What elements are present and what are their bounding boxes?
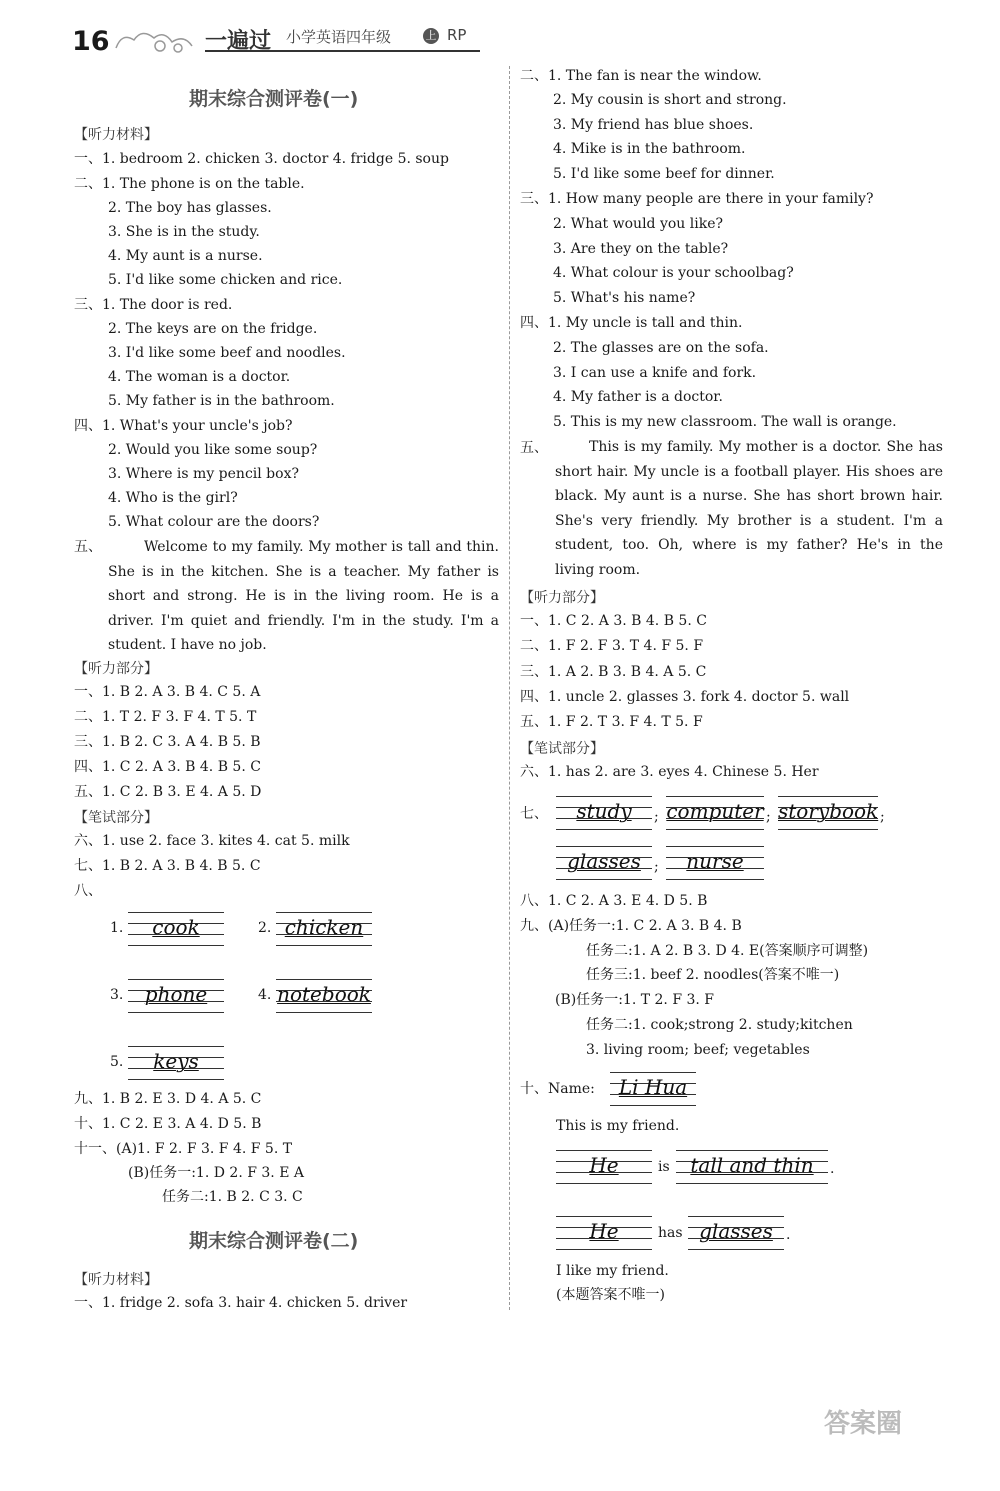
separator: ; <box>654 859 659 875</box>
test2-answer-line: 一、1. C 2. A 3. B 4. B 5. C <box>520 613 707 629</box>
item-handwriting <box>688 1216 784 1250</box>
brand-logo: 一遍过 <box>205 29 272 54</box>
test2-q3-line: 3. Are they on the table? <box>553 241 729 257</box>
test1-q4-line: 4. Who is the girl? <box>108 490 238 506</box>
test2-answer-line: 三、1. A 2. B 3. B 4. A 5. C <box>520 664 707 680</box>
test1-w8-handwriting <box>276 912 372 946</box>
test1-w8-handwriting <box>128 979 224 1013</box>
subject-handwriting <box>556 1216 652 1250</box>
test1-w8-handwriting <box>128 1046 224 1080</box>
test2-w7-handwriting <box>556 846 652 880</box>
test2-w7-label: 七、 <box>520 806 548 822</box>
test1-q5-label: 五、 <box>74 539 102 555</box>
handwritten-word: tall and thin <box>690 1153 814 1177</box>
test2-answer-line: 五、1. F 2. T 3. F 4. T 5. F <box>520 714 703 730</box>
separator: ; <box>766 809 771 825</box>
test2-w9-line: 任务三:1. beef 2. noodles(答案不唯一) <box>586 967 840 983</box>
handwritten-word: Li Hua <box>618 1075 688 1099</box>
test2-q4-line: 4. My father is a doctor. <box>553 389 723 405</box>
test1-q2-line: 二、1. The phone is on the table. <box>74 176 305 192</box>
test1-w8-num: 4. <box>258 987 272 1003</box>
handwritten-word: keys <box>153 1049 199 1073</box>
test1-q2-line: 3. She is in the study. <box>108 224 260 240</box>
period: . <box>786 1227 791 1243</box>
book-subtitle: 小学英语四年级 <box>286 28 392 46</box>
test2-q3-line: 5. What's his name? <box>553 290 696 306</box>
test1-w8-num: 3. <box>110 987 124 1003</box>
test2-q4-line: 5. This is my new classroom. The wall is orange. <box>553 414 897 430</box>
handwritten-word: He <box>589 1219 619 1243</box>
handwritten-word: glasses <box>699 1219 773 1243</box>
description-handwriting <box>676 1150 828 1184</box>
test2-w10-line: I like my friend. <box>556 1263 669 1279</box>
test1-q3-line: 三、1. The door is red. <box>74 297 233 313</box>
test1-written-tag: 【笔试部分】 <box>74 810 158 826</box>
test2-q4-line: 四、1. My uncle is tall and thin. <box>520 315 743 331</box>
verb-is: is <box>658 1159 670 1175</box>
test1-q4-line: 5. What colour are the doors? <box>108 514 320 530</box>
handwritten-word: computer <box>666 799 764 823</box>
test2-q3-line: 2. What would you like? <box>553 216 723 232</box>
handwritten-word: nurse <box>686 849 744 873</box>
name-handwriting <box>610 1072 696 1106</box>
test2-q2-line: 3. My friend has blue shoes. <box>553 117 754 133</box>
test2-listening-answers-tag: 【听力部分】 <box>520 590 604 606</box>
test1-q5-passage: Welcome to my family. My mother is tall and thin. She is in the kitchen. She is a teacher. My father is short and strong. He is in the living room. He is a driver. I'm quiet and friendly. I'm in the study. I'm a student. I have no job. <box>108 539 499 653</box>
test2-q2-line: 2. My cousin is short and strong. <box>553 92 787 108</box>
test1-w9: 九、1. B 2. E 3. D 4. A 5. C <box>74 1091 262 1107</box>
test2-w7-handwriting <box>556 796 652 830</box>
test2-q4-line: 2. The glasses are on the sofa. <box>553 340 769 356</box>
handwritten-word: storybook <box>778 799 879 823</box>
subject-handwriting <box>556 1150 652 1184</box>
test1-q3-line: 2. The keys are on the fridge. <box>108 321 318 337</box>
test2-w7-handwriting <box>666 846 764 880</box>
test1-w8-num: 1. <box>110 920 124 936</box>
handwritten-word: notebook <box>277 982 371 1006</box>
test2-q4-line: 3. I can use a knife and fork. <box>553 365 757 381</box>
watermark-stamp: 答案圈 <box>824 1409 903 1439</box>
handwritten-word: He <box>589 1153 619 1177</box>
test1-q4-line: 3. Where is my pencil box? <box>108 466 299 482</box>
test1-answer-line: 一、1. B 2. A 3. B 4. C 5. A <box>74 684 261 700</box>
test2-title: 期末综合测评卷(二) <box>189 1230 359 1252</box>
test2-q5-label: 五、 <box>520 440 548 456</box>
test2-w7-handwriting <box>666 796 764 830</box>
handwritten-word: glasses <box>567 849 641 873</box>
test1-w6: 六、1. use 2. face 3. kites 4. cat 5. milk <box>74 833 350 849</box>
test2-answer-line: 四、1. uncle 2. glasses 3. fork 4. doctor 5. wall <box>520 689 850 705</box>
test2-w10-label: 十、Name: <box>520 1081 595 1097</box>
test1-q4-line: 四、1. What's your uncle's job? <box>74 418 293 434</box>
test1-w11b: (B)任务一:1. D 2. F 3. E A <box>128 1165 304 1181</box>
handwritten-word: cook <box>152 915 200 939</box>
test1-w8-label: 八、 <box>74 883 102 899</box>
test2-w9-line: 九、(A)任务一:1. C 2. A 3. B 4. B <box>520 918 742 934</box>
test2-q1: 一、1. fridge 2. sofa 3. hair 4. chicken 5. driver <box>74 1295 408 1311</box>
test2-q3-line: 4. What colour is your schoolbag? <box>553 265 794 281</box>
test1-q1: 一、1. bedroom 2. chicken 3. doctor 4. fridge 5. soup <box>74 151 449 167</box>
period: . <box>830 1161 835 1177</box>
test1-q4-line: 2. Would you like some soup? <box>108 442 318 458</box>
test1-q3-line: 4. The woman is a doctor. <box>108 369 291 385</box>
handwritten-word: chicken <box>284 915 364 939</box>
test2-w10-note: (本题答案不唯一) <box>556 1287 665 1303</box>
test2-w6: 六、1. has 2. are 3. eyes 4. Chinese 5. Her <box>520 764 819 780</box>
test2-w10-line: This is my friend. <box>556 1118 680 1134</box>
test1-w11a: 十一、(A)1. F 2. F 3. F 4. F 5. T <box>74 1141 293 1157</box>
test1-answer-line: 五、1. C 2. B 3. E 4. A 5. D <box>74 784 262 800</box>
test2-listening-material-tag: 【听力材料】 <box>74 1272 158 1288</box>
test1-w8-num: 5. <box>110 1054 124 1070</box>
test1-answer-line: 二、1. T 2. F 3. F 4. T 5. T <box>74 709 257 725</box>
header-rule <box>205 50 480 52</box>
handwritten-word: study <box>576 799 632 823</box>
test2-w9-line: 3. living room; beef; vegetables <box>586 1042 810 1058</box>
test1-w10: 十、1. C 2. E 3. A 4. D 5. B <box>74 1116 262 1132</box>
test2-w7-handwriting <box>778 796 878 830</box>
test2-w9-line: 任务二:1. cook;strong 2. study;kitchen <box>586 1017 853 1033</box>
test1-answer-line: 四、1. C 2. A 3. B 4. B 5. C <box>74 759 261 775</box>
test1-w8-handwriting <box>276 979 372 1013</box>
test1-q3-line: 5. My father is in the bathroom. <box>108 393 335 409</box>
test2-q3-line: 三、1. How many people are there in your family? <box>520 191 874 207</box>
test1-title: 期末综合测评卷(一) <box>189 88 359 110</box>
test1-answer-line: 三、1. B 2. C 3. A 4. B 5. B <box>74 734 261 750</box>
separator: ; <box>880 809 885 825</box>
test1-w8-handwriting <box>128 912 224 946</box>
test1-listening-material-tag: 【听力材料】 <box>74 127 158 143</box>
test1-w11c: 任务二:1. B 2. C 3. C <box>162 1189 303 1205</box>
column-divider <box>509 66 510 1310</box>
test2-q2-line: 二、1. The fan is near the window. <box>520 68 762 84</box>
test2-answer-line: 二、1. F 2. F 3. T 4. F 5. F <box>520 638 704 654</box>
edition-label: RP <box>447 26 467 44</box>
test2-q5-passage: This is my family. My mother is a doctor. She has short hair. My uncle is a football player. His shoes are black. My aunt is a nurse. She has short brown hair. She's very friendly. My brother is a student. I'm a student, too. Oh, where is my father? He's in the living room. <box>555 439 943 578</box>
test1-listening-answers-tag: 【听力部分】 <box>74 661 158 677</box>
test2-w8: 八、1. C 2. A 3. E 4. D 5. B <box>520 893 708 909</box>
page-number: 16 <box>72 26 110 57</box>
volume-badge: 上 <box>423 28 439 44</box>
handwritten-word: phone <box>144 982 208 1006</box>
verb-has: has <box>658 1225 683 1241</box>
test1-q2-line: 4. My aunt is a nurse. <box>108 248 263 264</box>
test2-written-tag: 【笔试部分】 <box>520 741 604 757</box>
test2-w9-line: 任务二:1. A 2. B 3. D 4. E(答案顺序可调整) <box>586 943 869 959</box>
test1-q3-line: 3. I'd like some beef and noodles. <box>108 345 346 361</box>
test1-q2-line: 2. The boy has glasses. <box>108 200 272 216</box>
test1-w8-num: 2. <box>258 920 272 936</box>
test2-q2-line: 5. I'd like some beef for dinner. <box>553 166 775 182</box>
decorative-clouds-icon <box>112 24 204 56</box>
separator: ; <box>654 809 659 825</box>
test1-w7: 七、1. B 2. A 3. B 4. B 5. C <box>74 858 261 874</box>
test2-q2-line: 4. Mike is in the bathroom. <box>553 141 746 157</box>
test2-w9-line: (B)任务一:1. T 2. F 3. F <box>555 992 715 1008</box>
test1-q2-line: 5. I'd like some chicken and rice. <box>108 272 343 288</box>
